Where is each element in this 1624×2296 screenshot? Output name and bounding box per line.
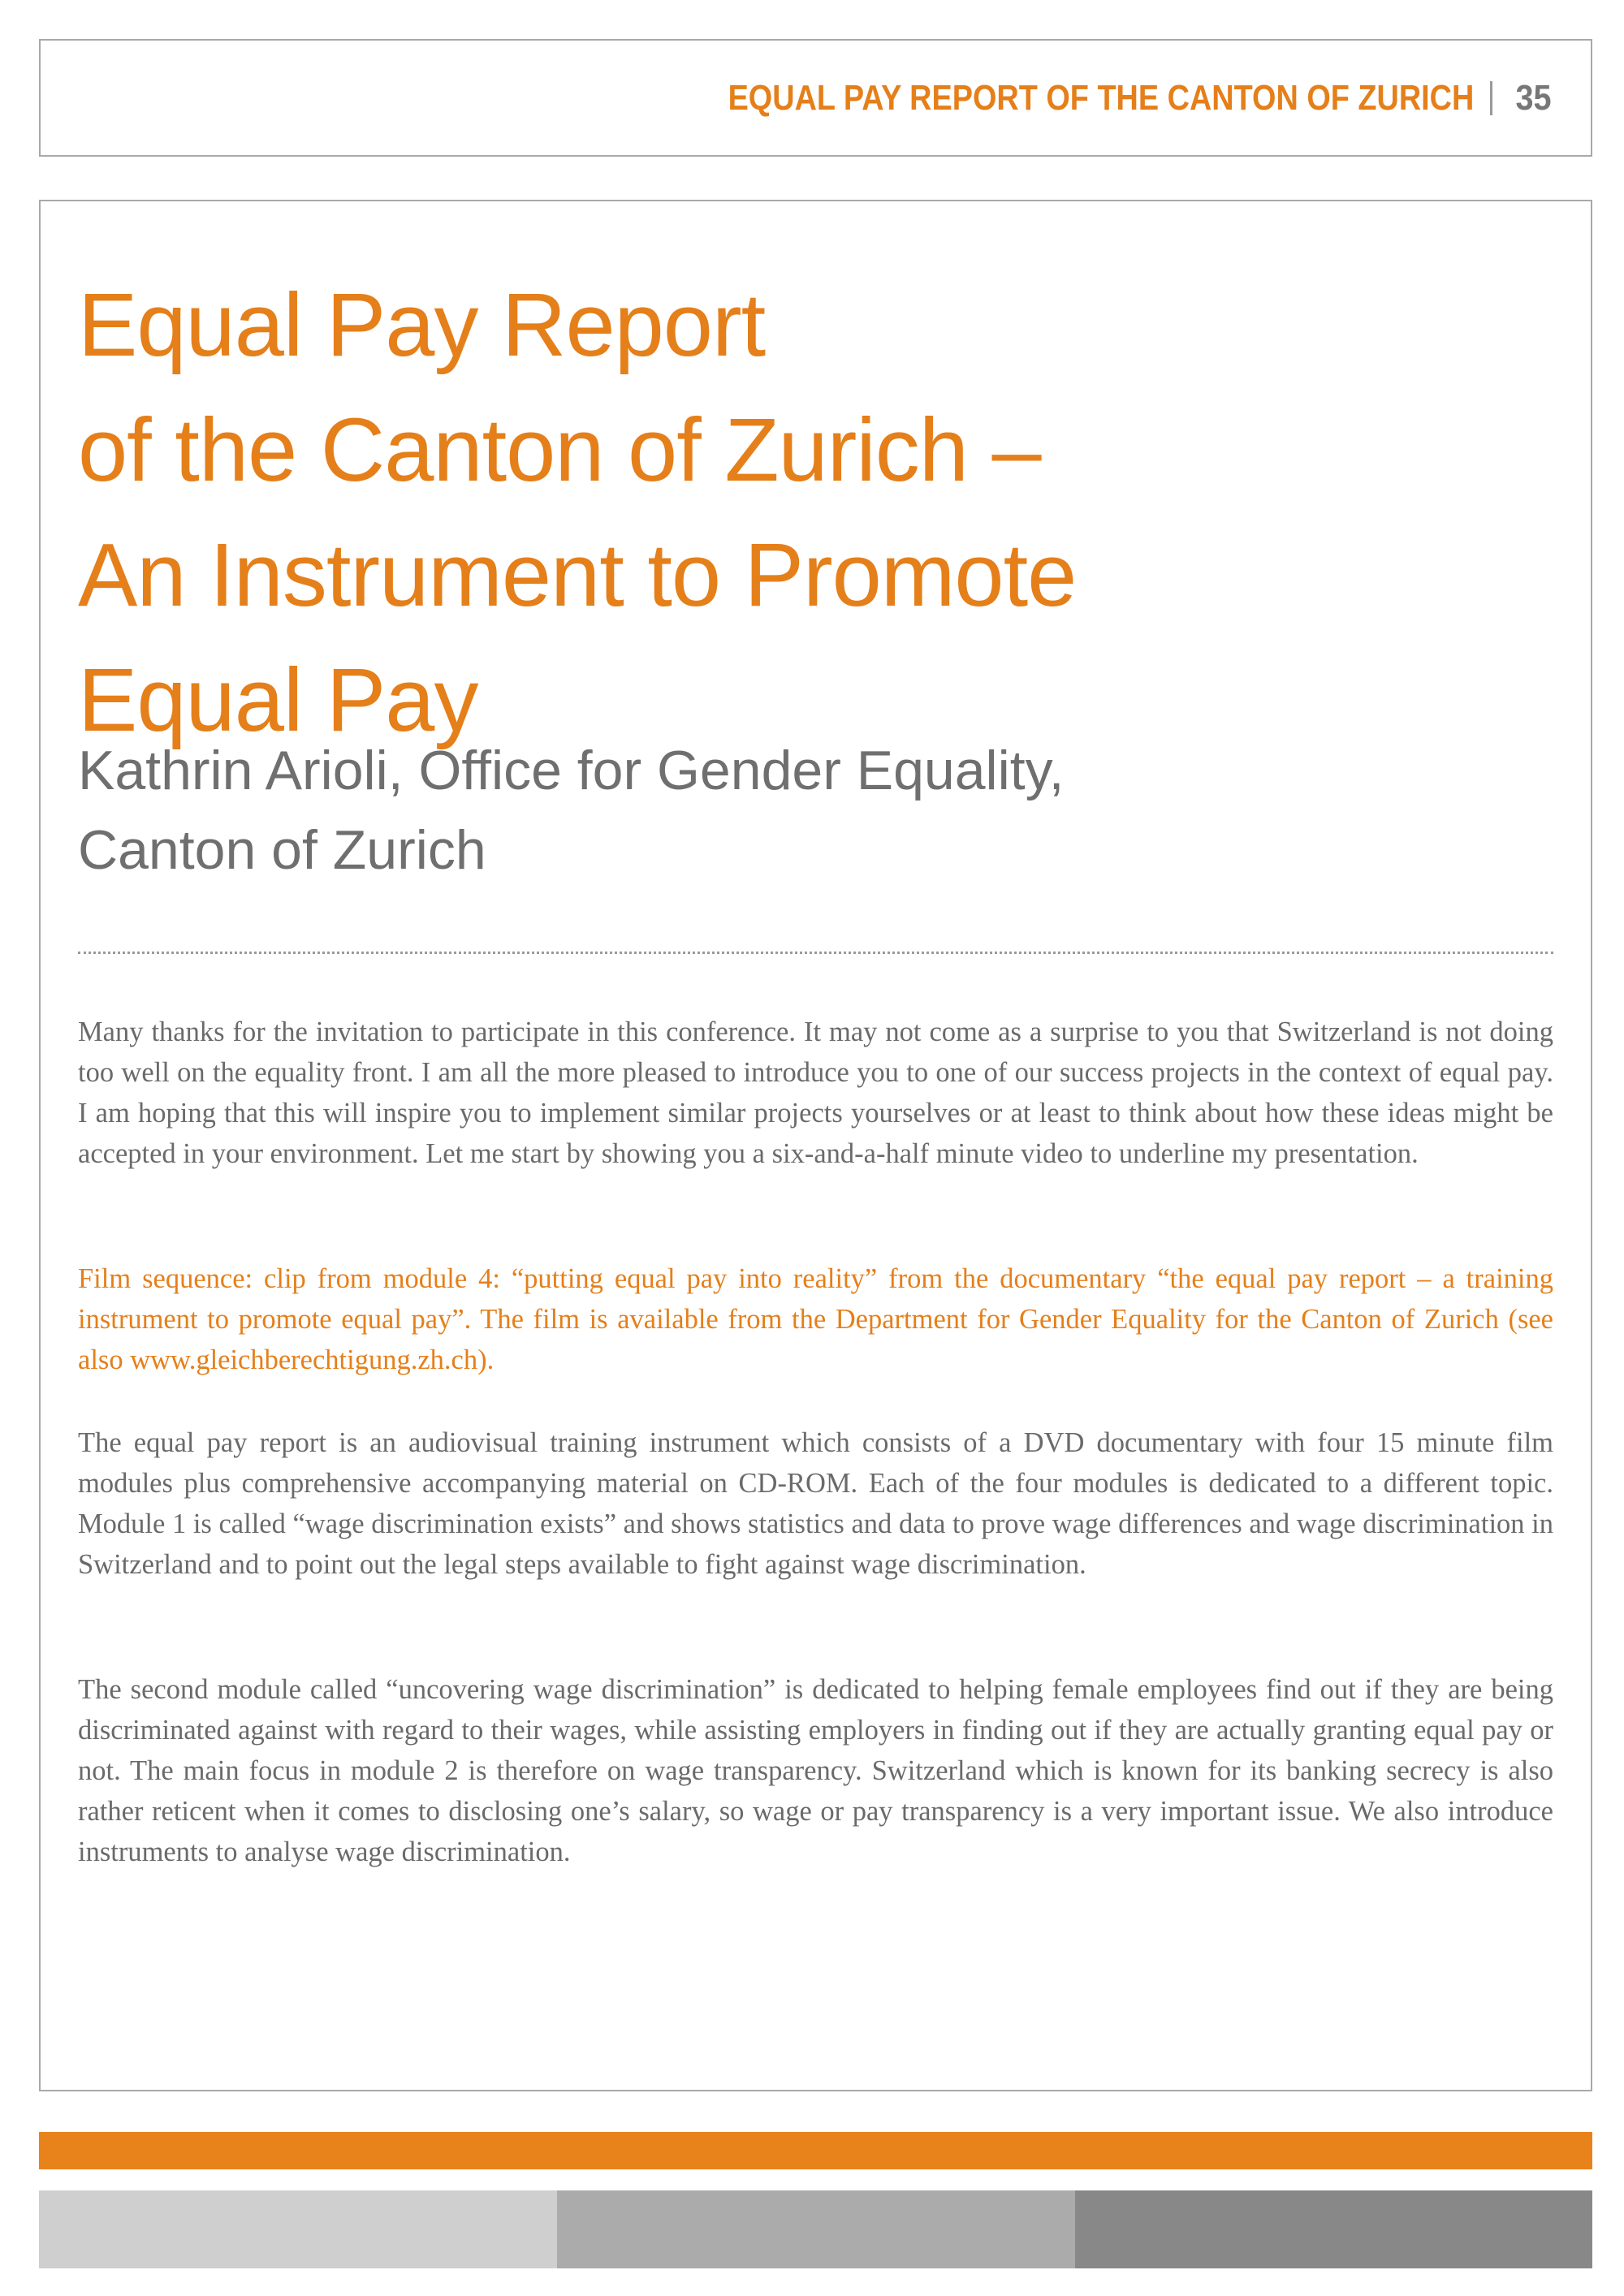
article-title-line: of the Canton of Zurich – (78, 400, 1041, 500)
dotted-divider (78, 952, 1553, 954)
body-paragraph: The equal pay report is an audiovisual training instrument which consists of a DVD documentary with four 15 minute film modules plus comprehensive accompanying material on CD-ROM. Each of the four modules is dedicated to a different topic. Module 1 is called “wage discrimination exists” and shows statistics and data to prove wage differences and wage discrimination in Switzerland and to point out the legal steps available to fight against wage discrimination. (78, 1427, 1553, 1580)
footer-orange-bar (39, 2132, 1592, 2169)
author-line: Kathrin Arioli, Office for Gender Equality, (78, 740, 1065, 801)
film-sequence-note: Film sequence: clip from module 4: “putting equal pay into reality” from the documentary “the equal pay report – a training instrument to promote equal pay”. The film is available from the Department for Gender Equality for the Canton of Zurich (see also www.gleichberechtigung.zh.ch). (78, 1263, 1553, 1375)
header-separator (1490, 81, 1492, 115)
article-title-line: Equal Pay Report (78, 275, 766, 375)
footer-gray-bar-mid (557, 2190, 1075, 2268)
footer-gray-bar-dark (1075, 2190, 1592, 2268)
article-title (78, 263, 1076, 763)
body-paragraph: Many thanks for the invitation to participate in this conference. It may not come as a surprise to you that Switzerland is not doing too well on the equality front. I am all the more pleased to introduce you to one of our success projects in the context of equal pay. I am hoping that this will inspire you to implement similar projects yourselves or at least to think about how these ideas might be accepted in your environment. Let me start by showing you a six-and-a-half minute video to underline my presentation. (78, 1016, 1553, 1169)
running-header-content (607, 41, 1553, 155)
article-frame (39, 200, 1592, 2091)
article-title-line: An Instrument to Promote (78, 525, 1077, 625)
author-line: Canton of Zurich (78, 819, 486, 881)
page-number: 35 (1515, 77, 1552, 118)
footer-gray-bar-light (39, 2190, 557, 2268)
running-header-title: EQUAL PAY REPORT OF THE CANTON OF ZURICH (728, 77, 1475, 118)
body-paragraph: The second module called “uncovering wage discrimination” is dedicated to helping female employees find out if they are being discriminated against with regard to their wages, while assisting employers in finding out if they are actually granting equal pay or not. The main focus in module 2 is therefore on wage transparency. Switzerland which is known for its banking secrecy is also rather reticent when it comes to disclosing one’s salary, so wage or pay transparency is a very important issue. We also introduce instruments to analyse wage discrimination. (78, 1674, 1553, 1867)
article-title-line: Equal Pay (78, 650, 478, 750)
article-author (78, 731, 1065, 890)
running-header (39, 39, 1592, 157)
